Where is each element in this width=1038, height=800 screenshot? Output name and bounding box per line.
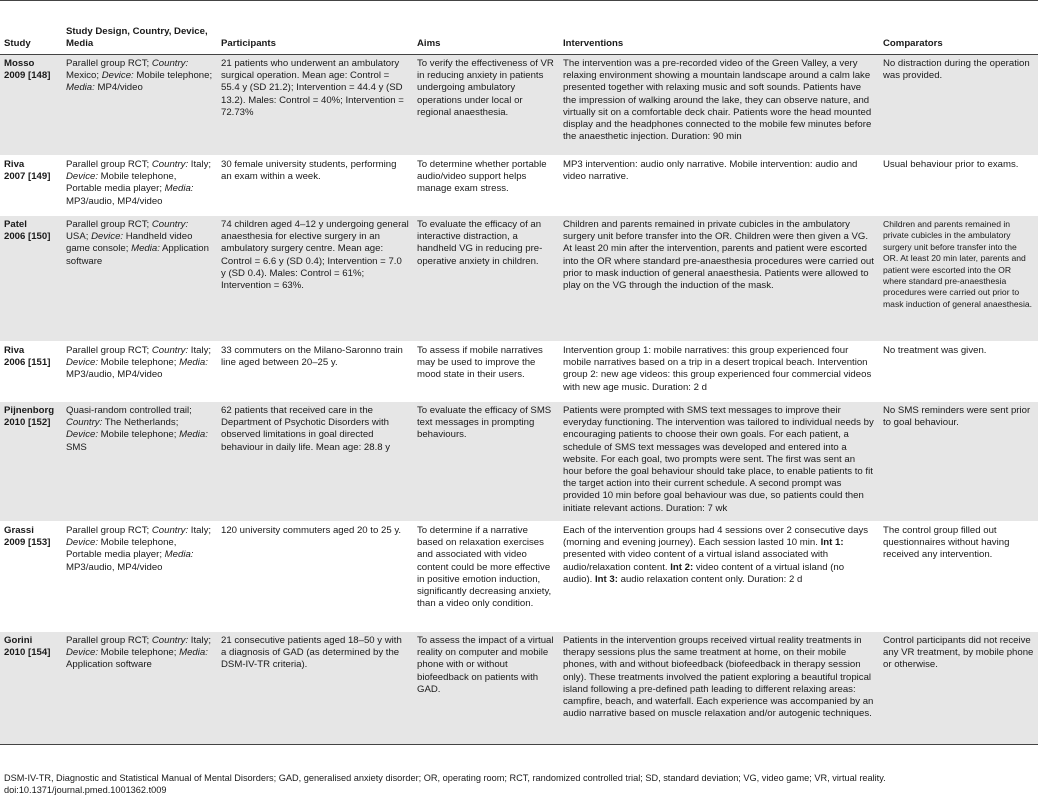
header-aims: Aims — [413, 22, 559, 55]
int3-label: Int 3: — [595, 573, 618, 585]
design-type: Quasi-random controlled trail; — [66, 405, 192, 416]
media-value: Application software — [66, 659, 152, 671]
media-label: Media: — [179, 357, 208, 369]
country-value: The Netherlands; — [104, 417, 179, 429]
country-label: Country: — [151, 159, 189, 170]
interventions-cell: MP3 intervention: audio only narrative. Mobile intervention: audio and video narrative. — [559, 156, 879, 216]
int1-label: Int 1: — [820, 537, 844, 549]
study-cell — [0, 156, 62, 216]
study-year-ref: 2010 [154] — [4, 647, 51, 659]
study-cell — [0, 342, 62, 402]
study-name: Pijnenborg — [4, 405, 55, 416]
header-study: Study — [0, 22, 62, 55]
study-name: Gorini — [4, 635, 33, 646]
aims-cell: To evaluate the efficacy of SMS text messages in prompting behaviours. — [413, 402, 559, 522]
aims-cell: To determine whether portable audio/video support helps manage exam stress. — [413, 156, 559, 216]
comparators-cell: Control participants did not receive any VR treatment, by mobile phone or otherwise. — [879, 632, 1038, 745]
country-value: USA; — [66, 231, 89, 243]
table-row — [0, 342, 1038, 402]
design-cell — [62, 632, 217, 745]
country-label: Country: — [151, 58, 189, 69]
table-footnote — [4, 772, 1034, 796]
device-value: Mobile telephone; — [136, 70, 213, 82]
header-comparators: Comparators — [879, 22, 1038, 55]
study-cell — [0, 632, 62, 745]
comparators-cell: No treatment was given. — [879, 342, 1038, 402]
study-year-ref: 2007 [149] — [4, 171, 51, 183]
device-value: Handheld video game console; — [66, 231, 193, 255]
study-cell — [0, 402, 62, 522]
media-value: MP3/audio, MP4/video — [66, 369, 163, 381]
device-value: Mobile telephone, Portable media player; — [66, 171, 177, 195]
abbreviations-note: DSM-IV-TR, Diagnostic and Statistical Manual of Mental Disorders; GAD, generalised anxiety disorder; OR, operating room; RCT, randomized controlled trial; SD, standard deviation; VG, video game; VR, virtual reality. — [4, 773, 886, 783]
study-cell — [0, 216, 62, 342]
media-label: Media: — [164, 183, 194, 195]
media-value: Application software — [66, 243, 209, 267]
media-label: Media: — [66, 82, 95, 94]
design-type: Parallel group RCT; — [66, 525, 150, 536]
aims-cell: To determine if a narrative based on relaxation exercises and associated with video content could be more effective in positive emotion induction, significantly decreasing anxiety, than a video only condition. — [413, 522, 559, 632]
device-label: Device: — [66, 537, 98, 549]
study-year-ref: 2009 [148] — [4, 70, 51, 82]
interventions-cell: Intervention group 1: mobile narratives: this group experienced four mobile narratives based on a trip in a desert tropical beach. Intervention group 2: new age videos: this group experienced four commercial videos with new age music. Duration: 2 d — [559, 342, 879, 402]
country-value: Italy; — [190, 345, 212, 356]
int1-text: presented with video content of a virtual island associated with audio/relaxation content. — [563, 549, 829, 573]
design-cell — [62, 342, 217, 402]
participants-cell: 62 patients that received care in the Department of Psychotic Disorders with observed limitations in goal directed behaviour in daily life. Mean age: 28.8 y — [217, 402, 413, 522]
device-label: Device: — [66, 357, 98, 369]
table-row — [0, 402, 1038, 522]
aims-cell: To evaluate the efficacy of an interactive distraction, a handheld VG in reducing pre-operative anxiety in children. — [413, 216, 559, 342]
study-year-ref: 2010 [152] — [4, 417, 51, 429]
design-type: Parallel group RCT; — [66, 159, 150, 170]
study-name: Mosso — [4, 58, 35, 69]
device-label: Device: — [66, 429, 98, 441]
comparators-cell: Usual behaviour prior to exams. — [879, 156, 1038, 216]
comparators-cell: No SMS reminders were sent prior to goal behaviour. — [879, 402, 1038, 522]
design-cell — [62, 55, 217, 156]
int2-label: Int 2: — [670, 561, 694, 573]
table-row — [0, 632, 1038, 745]
study-cell — [0, 55, 62, 156]
design-cell — [62, 216, 217, 342]
studies-table — [0, 22, 1038, 745]
media-label: Media: — [179, 647, 208, 659]
table-header-row — [0, 22, 1038, 55]
study-name: Grassi — [4, 525, 34, 536]
media-label: Media: — [131, 243, 160, 255]
participants-cell: 120 university commuters aged 20 to 25 y. — [217, 522, 413, 632]
media-label: Media: — [179, 429, 208, 441]
device-label: Device: — [66, 171, 98, 183]
table-row — [0, 216, 1038, 342]
comparators-cell: No distraction during the operation was provided. — [879, 55, 1038, 156]
device-label: Device: — [66, 647, 98, 659]
media-value: MP3/audio, MP4/video — [66, 561, 163, 573]
aims-cell: To assess if mobile narratives may be used to improve the mood state in their users. — [413, 342, 559, 402]
device-value: Mobile telephone; — [100, 647, 177, 659]
media-value: SMS — [66, 441, 87, 453]
interventions-cell: Patients in the intervention groups received virtual reality treatments in therapy sessions plus the same treatment at home, on their mobile phones, with and without biofeedback (biofeedback in therapy session only). These treatments involved the patient exploring a beautiful tropical island following a pre-defined path leading to different relaxing areas: campfire, beach, and waterfall. Each experience was accompanied by an audio narrative based on muscle relaxation and/or autogenic techniques. — [559, 632, 879, 745]
country-label: Country: — [151, 219, 189, 230]
participants-cell: 21 patients who underwent an ambulatory surgical operation. Mean age: Control = 55.4 y (SD 21.2); Intervention = 44.4 y (SD 13.2). Males: Control = 40%; Intervention = 72.73% — [217, 55, 413, 156]
participants-cell: 33 commuters on the Milano-Saronno train line aged between 20–25 y. — [217, 342, 413, 402]
comparators-cell: The control group filled out questionnaires without having received any intervention. — [879, 522, 1038, 632]
interventions-cell: Children and parents remained in private cubicles in the ambulatory surgery unit before transfer into the OR. Children were then given a VG. At least 20 min after the intervention, parents and patient were escorted into the OR where standard pre-anaesthesia procedures were carried out prior to mask induction of general anaesthesia. Patients were allowed to play on the VG through the induction of the mask. — [559, 216, 879, 342]
study-year-ref: 2006 [151] — [4, 357, 51, 369]
study-cell — [0, 522, 62, 632]
interventions-cell: The intervention was a pre-recorded video of the Green Valley, a very relaxing environment showing a mountain landscape around a calm lake presented together with relaxing music and soft sounds. Patients have the impression of walking around the lake, they can observe nature, and virtually sit on a comfortable deck chair. Patients wore the head mounted display and the headphones connected to the mobile few minutes before the anaesthetic injection. Duration: 90 min — [559, 55, 879, 156]
device-label: Device: — [91, 231, 124, 243]
design-cell — [62, 522, 217, 632]
media-label: Media: — [164, 549, 194, 561]
int2-text: video content of a virtual island (no audio). — [563, 561, 845, 585]
design-type: Parallel group RCT; — [66, 635, 150, 646]
comparators-cell: Children and parents remained in private cubicles in the ambulatory surgery unit before transfer into the OR. At least 20 min later, parents and patient were escorted into the OR where standard pre-anaesthesia procedures were carried out prior to mask induction of general anaesthesia. — [879, 216, 1038, 342]
country-value: Italy; — [190, 525, 212, 536]
participants-cell: 30 female university students, performing an exam within a week. — [217, 156, 413, 216]
study-year-ref: 2009 [153] — [4, 537, 51, 549]
country-label: Country: — [66, 417, 103, 429]
device-value: Mobile telephone, Portable media player; — [66, 537, 177, 561]
aims-cell: To verify the effectiveness of VR in reducing anxiety in patients undergoing ambulatory operations under local or regional anaesthesia. — [413, 55, 559, 156]
country-value: Italy; — [190, 159, 212, 170]
header-design: Study Design, Country, Device, Media — [62, 22, 217, 55]
country-value: Mexico; — [66, 70, 100, 82]
doi-line: doi:10.1371/journal.pmed.1001362.t009 — [4, 785, 167, 795]
table-row — [0, 522, 1038, 632]
study-year-ref: 2006 [150] — [4, 231, 51, 243]
country-value: Italy; — [190, 635, 212, 646]
country-label: Country: — [151, 525, 189, 536]
header-interventions: Interventions — [559, 22, 879, 55]
study-name: Patel — [4, 219, 27, 230]
design-type: Parallel group RCT; — [66, 58, 150, 69]
int3-text: audio relaxation content only. Duration: 2 d — [620, 573, 803, 585]
design-cell — [62, 156, 217, 216]
device-value: Mobile telephone; — [100, 357, 177, 369]
design-cell — [62, 402, 217, 522]
device-value: Mobile telephone; — [100, 429, 177, 441]
country-label: Country: — [151, 635, 189, 646]
study-name: Riva — [4, 345, 25, 356]
top-rule — [0, 0, 1038, 1]
interventions-cell: Patients were prompted with SMS text messages to improve their everyday functioning. The intervention was tailored to individual needs by encouraging patients to choose their own goals. For each patient, a schedule of SMS text messages was developed and entered into a website. For each goal, two prompts were sent. The first was sent an hour before the goal behaviour should take place, to enable patients to fit the target action into their current schedule. A second prompt was provided 10 min before goal behaviour was due, so patients could then initiate relevant actions. Duration: 7 wk — [559, 402, 879, 522]
table-row — [0, 156, 1038, 216]
country-label: Country: — [151, 345, 189, 356]
design-type: Parallel group RCT; — [66, 219, 150, 230]
media-value: MP4/video — [97, 82, 143, 94]
study-name: Riva — [4, 159, 25, 170]
participants-cell: 74 children aged 4–12 y undergoing general anaesthesia for elective surgery in an ambulatory surgery centre. Mean age: Control = 6.6 y (SD 0.4); Intervention = 7.0 y (SD 0.4). Males: Control = 61%; Intervention = 63%. — [217, 216, 413, 342]
interventions-intro: Each of the intervention groups had 4 sessions over 2 consecutive days (morning and evening journey). Each session lasted 10 min. — [563, 525, 869, 549]
interventions-cell — [559, 522, 879, 632]
device-label: Device: — [101, 70, 134, 82]
media-value: MP3/audio, MP4/video — [66, 195, 163, 207]
table-row — [0, 55, 1038, 156]
header-participants: Participants — [217, 22, 413, 55]
aims-cell: To assess the impact of a virtual reality on computer and mobile phone with or without biofeedback on patients with GAD. — [413, 632, 559, 745]
participants-cell: 21 consecutive patients aged 18–50 y with a diagnosis of GAD (as determined by the DSM-IV-TR criteria). — [217, 632, 413, 745]
design-type: Parallel group RCT; — [66, 345, 150, 356]
